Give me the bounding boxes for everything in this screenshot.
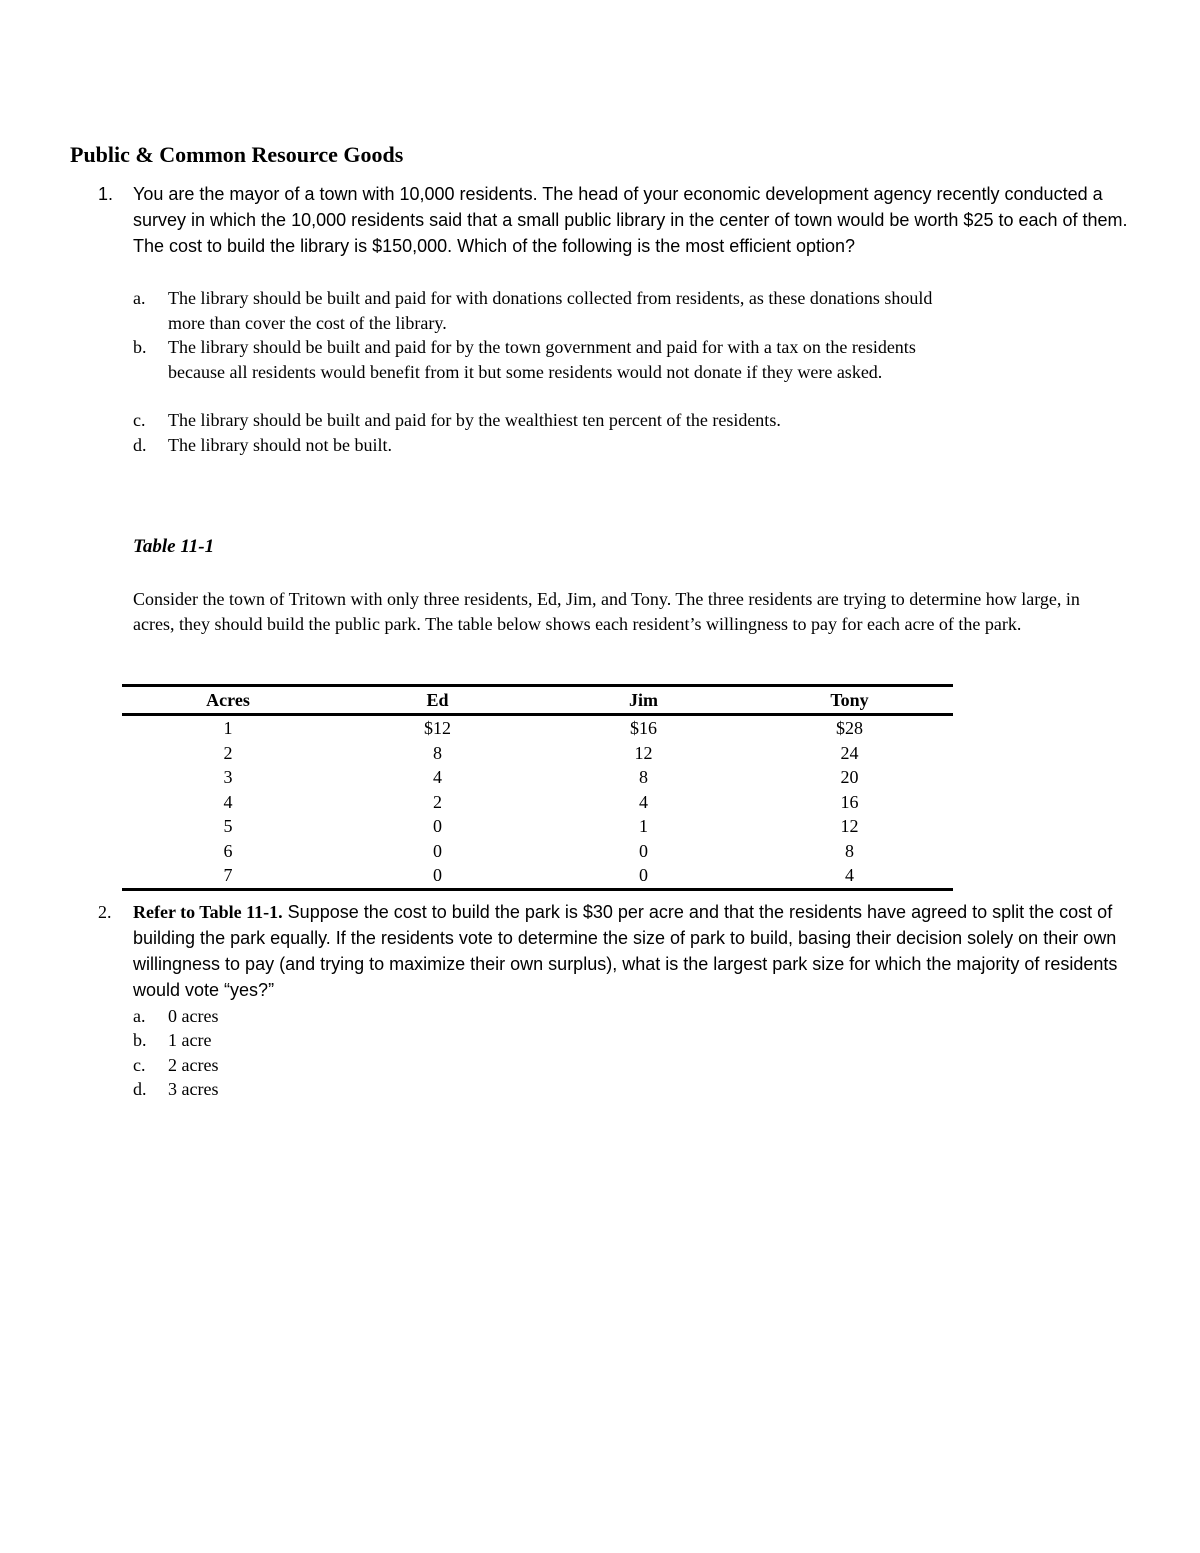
column-header-acres: Acres [206, 689, 250, 710]
cell-acres: 4 [223, 791, 233, 812]
option-letter: b. [133, 1030, 147, 1050]
question-1-option-a [133, 286, 973, 335]
option-text: 3 acres [168, 1079, 219, 1099]
question-2-option-a [133, 1004, 973, 1029]
cell-ed: 4 [433, 767, 442, 787]
table-row [122, 715, 953, 741]
question-1-option-d [133, 433, 973, 458]
cell-tony: 20 [840, 767, 859, 787]
question-1-number: 1. [98, 184, 114, 204]
column-header-ed: Ed [426, 689, 449, 710]
question-2-table-reference: Refer to Table 11-1. [133, 902, 283, 922]
question-1-option-c [133, 408, 973, 433]
option-text: The library should not be built. [168, 435, 392, 455]
cell-jim: 8 [639, 767, 648, 787]
table-caption: Table 11-1 [133, 536, 215, 557]
option-letter: a. [133, 288, 146, 308]
cell-ed: $12 [424, 718, 451, 738]
column-header-tony: Tony [830, 689, 869, 710]
table-row [122, 814, 953, 839]
table-header-row [122, 686, 953, 715]
question-2-option-b [133, 1028, 973, 1053]
table-row [122, 839, 953, 864]
option-text: The library should be built and paid for by the wealthiest ten percent of the residents. [168, 410, 781, 430]
question-2-body: Suppose the cost to build the park is $30 per acre and that the residents have agreed to split the cost of building the park equally. If the residents vote to determine the size of park to build, basing their decision solely on their own willingness to pay (and trying to maximize their own surplus), what is the largest park size for which the majority of residents would vote “yes?” [133, 902, 1118, 1000]
cell-tony: 16 [840, 791, 859, 812]
option-letter: c. [133, 1055, 146, 1075]
cell-acres: 7 [223, 865, 233, 885]
option-text: The library should be built and paid for by the town government and paid for with a tax on the residents because all residents would benefit from it but some residents would not donate if they were asked. [168, 337, 916, 382]
cell-ed: 8 [433, 742, 442, 763]
document-title: Public & Common Resource Goods [70, 142, 404, 167]
cell-ed: 0 [433, 840, 442, 861]
table-intro-paragraph: Consider the town of Tritown with only three residents, Ed, Jim, and Tony. The three residents are trying to determine how large, in acres, they should build the public park. The table below shows each resident’s willingness to pay for each acre of the park. [133, 589, 1080, 634]
cell-tony: 12 [840, 816, 859, 836]
question-1-option-b [133, 335, 973, 384]
question-2-option-c [133, 1053, 973, 1078]
cell-tony: 4 [845, 865, 854, 885]
option-text: 2 acres [168, 1055, 219, 1075]
cell-jim: 12 [634, 742, 653, 763]
cell-jim: 4 [639, 791, 648, 812]
cell-tony: 8 [845, 840, 854, 861]
cell-tony: $28 [836, 718, 863, 738]
cell-acres: 1 [223, 718, 233, 738]
question-1-text: You are the mayor of a town with 10,000 residents. The head of your economic development agency recently conducted a survey in which the 10,000 residents said that a small public library in the center of town would be worth $25 to each of them. The cost to build the library is $150,000. Which of the following is the most efficient option? [133, 184, 1128, 256]
option-letter: d. [133, 435, 147, 455]
option-text: 1 acre [168, 1030, 212, 1050]
cell-ed: 2 [433, 791, 442, 812]
table-row [122, 863, 953, 889]
cell-tony: 24 [840, 742, 859, 763]
option-letter: c. [133, 410, 146, 430]
option-letter: b. [133, 337, 147, 357]
question-2-text [133, 899, 1133, 1003]
cell-ed: 0 [433, 816, 442, 836]
cell-jim: $16 [630, 718, 657, 738]
willingness-to-pay-table [122, 684, 953, 891]
cell-jim: 0 [639, 865, 648, 885]
table-row [122, 790, 953, 815]
option-letter: a. [133, 1006, 146, 1026]
cell-acres: 5 [223, 816, 233, 836]
cell-acres: 2 [223, 742, 233, 763]
cell-jim: 0 [639, 840, 648, 861]
table-row [122, 741, 953, 766]
option-letter: d. [133, 1079, 147, 1099]
table-row [122, 765, 953, 790]
cell-acres: 3 [223, 767, 233, 787]
cell-jim: 1 [639, 816, 648, 836]
question-2-option-d [133, 1077, 973, 1102]
option-text: The library should be built and paid for with donations collected from residents, as these donations should more than cover the cost of the library. [168, 288, 933, 333]
cell-ed: 0 [433, 865, 442, 885]
question-2-number: 2. [98, 902, 112, 922]
column-header-jim: Jim [629, 689, 658, 710]
option-text: 0 acres [168, 1006, 219, 1026]
cell-acres: 6 [223, 840, 233, 861]
